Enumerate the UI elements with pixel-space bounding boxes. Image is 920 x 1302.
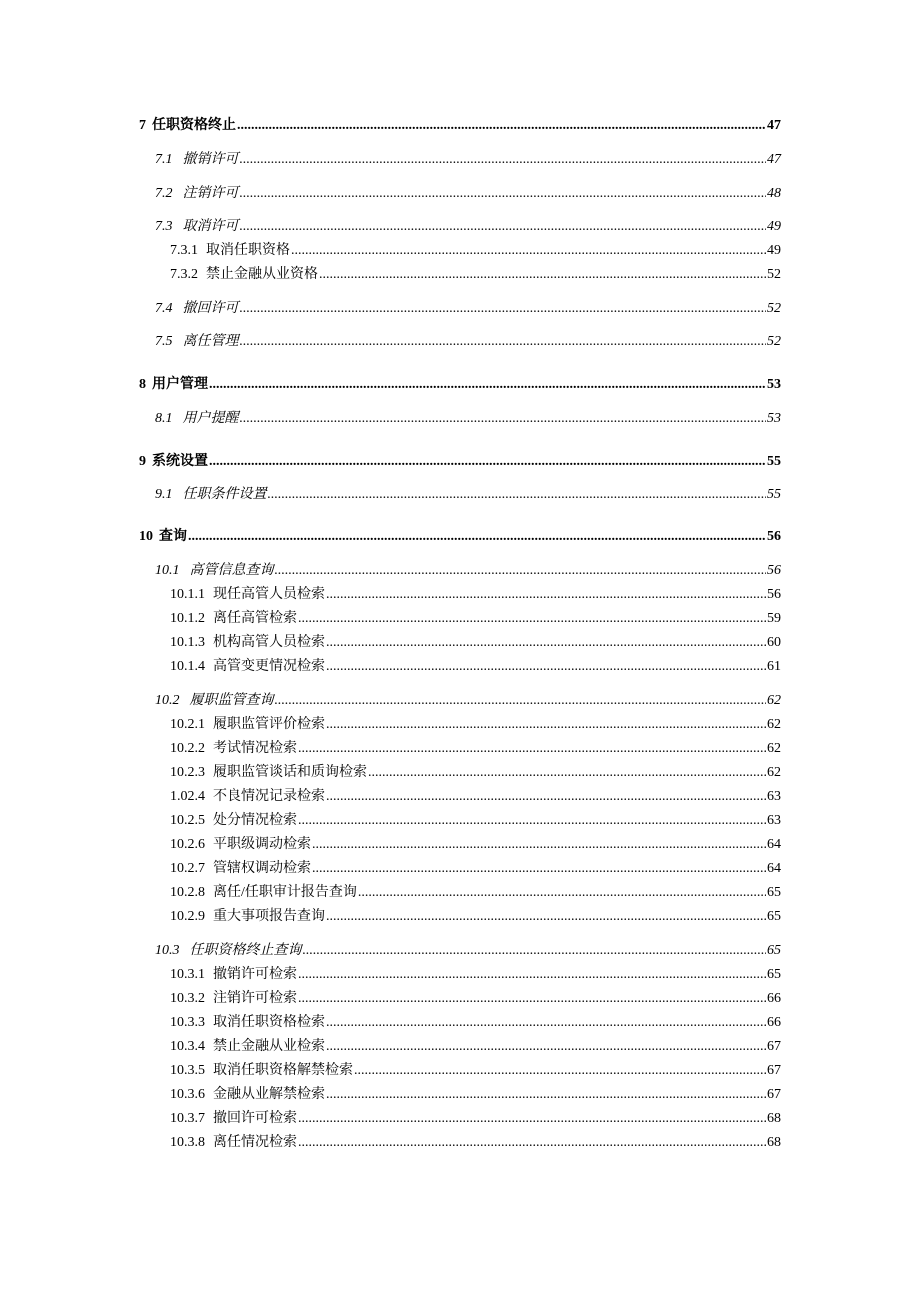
toc-number: 7.1 (155, 152, 173, 167)
toc-page-number: 68 (767, 1135, 781, 1150)
toc-dot-leader (209, 377, 766, 393)
toc-dot-leader (240, 334, 767, 350)
toc-dot-leader (326, 717, 766, 733)
toc-page-number: 47 (767, 152, 781, 167)
toc-title: 任职条件设置 (182, 487, 267, 502)
toc-entry-level-2[interactable] (155, 689, 781, 709)
toc-page-number: 65 (767, 909, 781, 924)
toc-entry-level-2[interactable] (155, 483, 781, 503)
toc-number: 10.2.6 (170, 837, 205, 852)
toc-title: 禁止金融从业资格 (206, 267, 318, 282)
toc-title: 取消任职资格解禁检索 (213, 1063, 353, 1078)
toc-title: 用户管理 (152, 377, 208, 392)
toc-number: 7.2 (155, 186, 173, 201)
toc-page-number: 59 (767, 611, 781, 626)
toc-entry-level-3[interactable] (170, 1035, 781, 1055)
toc-entry-level-3[interactable] (170, 1059, 781, 1079)
toc-dot-leader (326, 1039, 766, 1055)
toc-entry-level-2[interactable] (155, 148, 781, 168)
toc-title: 取消许可 (182, 219, 239, 234)
toc-dot-leader (298, 991, 766, 1007)
toc-title: 撤销许可 (182, 152, 239, 167)
toc-title: 取消任职资格检索 (213, 1015, 325, 1030)
toc-title: 系统设置 (152, 454, 208, 469)
toc-number: 10.2.9 (170, 909, 205, 924)
toc-number: 7.3 (155, 219, 173, 234)
toc-dot-leader (275, 693, 767, 709)
toc-entry-level-3[interactable] (170, 1131, 781, 1151)
toc-title: 考试情况检索 (213, 741, 297, 756)
toc-page-number: 62 (767, 765, 781, 780)
toc-title: 机构高管人员检索 (213, 635, 325, 650)
toc-title: 履职监管谈话和质询检索 (213, 765, 367, 780)
toc-entry-level-3[interactable] (170, 1083, 781, 1103)
toc-entry-level-3[interactable] (170, 905, 781, 925)
toc-dot-leader (358, 885, 766, 901)
toc-number: 10 (139, 529, 153, 544)
toc-dot-leader (312, 837, 766, 853)
toc-page-number: 49 (767, 219, 781, 234)
toc-number: 10.3.6 (170, 1087, 205, 1102)
toc-title: 履职监管查询 (189, 693, 274, 708)
toc-dot-leader (312, 861, 766, 877)
toc-title: 重大事项报告查询 (213, 909, 325, 924)
toc-title: 管辖权调动检索 (213, 861, 311, 876)
toc-page-number: 52 (767, 267, 781, 282)
toc-entry-level-2[interactable] (155, 297, 781, 317)
toc-number: 10.2 (155, 693, 180, 708)
toc-page-number: 47 (767, 118, 781, 133)
toc-title: 离任高管检索 (213, 611, 297, 626)
toc-dot-leader (303, 943, 767, 959)
toc-page-number: 61 (767, 659, 781, 674)
toc-dot-leader (326, 1015, 766, 1031)
toc-number: 10.3 (155, 943, 180, 958)
toc-entry-level-3[interactable] (170, 583, 781, 603)
toc-page-number: 53 (767, 411, 781, 426)
toc-page-number: 53 (767, 377, 781, 392)
toc-number: 10.3.2 (170, 991, 205, 1006)
toc-entry-level-2[interactable] (155, 182, 781, 202)
toc-page-number: 60 (767, 635, 781, 650)
toc-title: 履职监管评价检索 (213, 717, 325, 732)
toc-title: 平职级调动检索 (213, 837, 311, 852)
toc-dot-leader (326, 659, 766, 675)
toc-title: 撤回许可 (182, 301, 239, 316)
toc-dot-leader (240, 219, 767, 235)
toc-page-number: 65 (767, 943, 781, 958)
toc-dot-leader (298, 1111, 766, 1127)
toc-dot-leader (291, 243, 766, 259)
toc-page-number: 67 (767, 1039, 781, 1054)
toc-page-number: 55 (767, 454, 781, 469)
toc-number: 10.1.2 (170, 611, 205, 626)
toc-number: 10.3.5 (170, 1063, 205, 1078)
toc-number: 10.1 (155, 563, 180, 578)
toc-title: 任职资格终止查询 (189, 943, 302, 958)
toc-page-number: 48 (767, 186, 781, 201)
toc-entry-level-2[interactable] (155, 559, 781, 579)
toc-page-number: 62 (767, 741, 781, 756)
toc-entry-level-3[interactable] (170, 737, 781, 757)
toc-title: 处分情况检索 (213, 813, 297, 828)
toc-dot-leader (240, 186, 767, 202)
toc-page-number: 52 (767, 334, 781, 349)
toc-page-number: 64 (767, 837, 781, 852)
toc-number: 10.3.4 (170, 1039, 205, 1054)
toc-entry-level-3[interactable] (170, 833, 781, 853)
toc-entry-level-3[interactable] (170, 1011, 781, 1031)
toc-dot-leader (298, 813, 766, 829)
toc-entry-level-3[interactable] (170, 239, 781, 259)
toc-page-number: 67 (767, 1063, 781, 1078)
toc-dot-leader (326, 587, 766, 603)
toc-page-number: 65 (767, 885, 781, 900)
toc-number: 7.5 (155, 334, 173, 349)
toc-number: 7.3.2 (170, 267, 198, 282)
toc-entry-level-1[interactable] (139, 525, 781, 545)
toc-number: 8.1 (155, 411, 173, 426)
toc-entry-level-1[interactable] (139, 450, 781, 470)
toc-number: 10.3.3 (170, 1015, 205, 1030)
toc-page-number: 66 (767, 1015, 781, 1030)
toc-number: 10.3.8 (170, 1135, 205, 1150)
toc-number: 10.2.1 (170, 717, 205, 732)
toc-number: 10.2.2 (170, 741, 205, 756)
toc-title: 撤回许可检索 (213, 1111, 297, 1126)
toc-title: 注销许可检索 (213, 991, 297, 1006)
toc-page-number: 49 (767, 243, 781, 258)
toc-number: 7.4 (155, 301, 173, 316)
toc-dot-leader (275, 563, 767, 579)
toc-entry-level-1[interactable] (139, 373, 781, 393)
toc-page-number: 64 (767, 861, 781, 876)
toc-title: 离任情况检索 (213, 1135, 297, 1150)
toc-dot-leader (326, 635, 766, 651)
toc-title: 高管信息查询 (189, 563, 274, 578)
toc-entry-level-3[interactable] (170, 655, 781, 675)
toc-page-number: 55 (767, 487, 781, 502)
toc-number: 10.1.1 (170, 587, 205, 602)
toc-dot-leader (240, 411, 767, 427)
toc-dot-leader (240, 152, 767, 168)
toc-title: 取消任职资格 (206, 243, 290, 258)
toc-page-number: 56 (767, 587, 781, 602)
toc-entry-level-3[interactable] (170, 881, 781, 901)
toc-number: 10.1.4 (170, 659, 205, 674)
toc-entry-level-3[interactable] (170, 809, 781, 829)
toc-title: 不良情况记录检索 (213, 789, 325, 804)
toc-title: 查询 (159, 529, 187, 544)
toc-entry-level-3[interactable] (170, 631, 781, 651)
toc-entry-level-2[interactable] (155, 330, 781, 350)
toc-title: 任职资格终止 (152, 118, 236, 133)
toc-dot-leader (319, 267, 766, 283)
toc-page-number: 56 (767, 529, 781, 544)
toc-dot-leader (368, 765, 766, 781)
toc-entry-level-2[interactable] (155, 215, 781, 235)
toc-number: 10.2.5 (170, 813, 205, 828)
toc-number: 1.02.4 (170, 789, 205, 804)
toc-dot-leader (298, 611, 766, 627)
toc-dot-leader (326, 789, 766, 805)
toc-page-number: 63 (767, 813, 781, 828)
toc-dot-leader (298, 741, 766, 757)
toc-page-number: 68 (767, 1111, 781, 1126)
toc-dot-leader (268, 487, 767, 503)
toc-number: 9.1 (155, 487, 173, 502)
toc-number: 8 (139, 377, 146, 392)
toc-number: 10.1.3 (170, 635, 205, 650)
toc-title: 注销许可 (182, 186, 239, 201)
toc-title: 用户提醒 (182, 411, 239, 426)
toc-number: 10.2.7 (170, 861, 205, 876)
toc-dot-leader (188, 529, 766, 545)
toc-number: 10.3.7 (170, 1111, 205, 1126)
toc-page-number: 56 (767, 563, 781, 578)
toc-page-number: 63 (767, 789, 781, 804)
toc-page-number: 52 (767, 301, 781, 316)
toc-page-number: 62 (767, 693, 781, 708)
toc-page-number: 65 (767, 967, 781, 982)
toc-number: 10.2.3 (170, 765, 205, 780)
toc-number: 10.3.1 (170, 967, 205, 982)
toc-entry-level-1[interactable] (139, 114, 781, 134)
toc-page-number: 67 (767, 1087, 781, 1102)
toc-entry-level-3[interactable] (170, 963, 781, 983)
toc-title: 现任高管人员检索 (213, 587, 325, 602)
toc-page-number: 66 (767, 991, 781, 1006)
toc-entry-level-3[interactable] (170, 263, 781, 283)
toc-entry-level-3[interactable] (170, 857, 781, 877)
toc-title: 金融从业解禁检索 (213, 1087, 325, 1102)
toc-dot-leader (298, 1135, 766, 1151)
toc-number: 7.3.1 (170, 243, 198, 258)
toc-dot-leader (326, 1087, 766, 1103)
toc-entry-level-3[interactable] (170, 987, 781, 1007)
toc-number: 7 (139, 118, 146, 133)
toc-title: 高管变更情况检索 (213, 659, 325, 674)
toc-dot-leader (209, 454, 766, 470)
toc-title: 离任/任职审计报告查询 (213, 885, 357, 900)
toc-entry-level-2[interactable] (155, 939, 781, 959)
toc-dot-leader (298, 967, 766, 983)
toc-entry-level-3[interactable] (170, 785, 781, 805)
toc-page-number: 62 (767, 717, 781, 732)
toc-entry-level-3[interactable] (170, 761, 781, 781)
toc-number: 10.2.8 (170, 885, 205, 900)
toc-dot-leader (326, 909, 766, 925)
toc-title: 禁止金融从业检索 (213, 1039, 325, 1054)
toc-dot-leader (354, 1063, 766, 1079)
toc-entry-level-3[interactable] (170, 607, 781, 627)
toc-dot-leader (237, 118, 766, 134)
toc-dot-leader (240, 301, 767, 317)
toc-number: 9 (139, 454, 146, 469)
toc-entry-level-3[interactable] (170, 713, 781, 733)
toc-title: 离任管理 (182, 334, 239, 349)
toc-entry-level-2[interactable] (155, 407, 781, 427)
toc-title: 撤销许可检索 (213, 967, 297, 982)
toc-entry-level-3[interactable] (170, 1107, 781, 1127)
